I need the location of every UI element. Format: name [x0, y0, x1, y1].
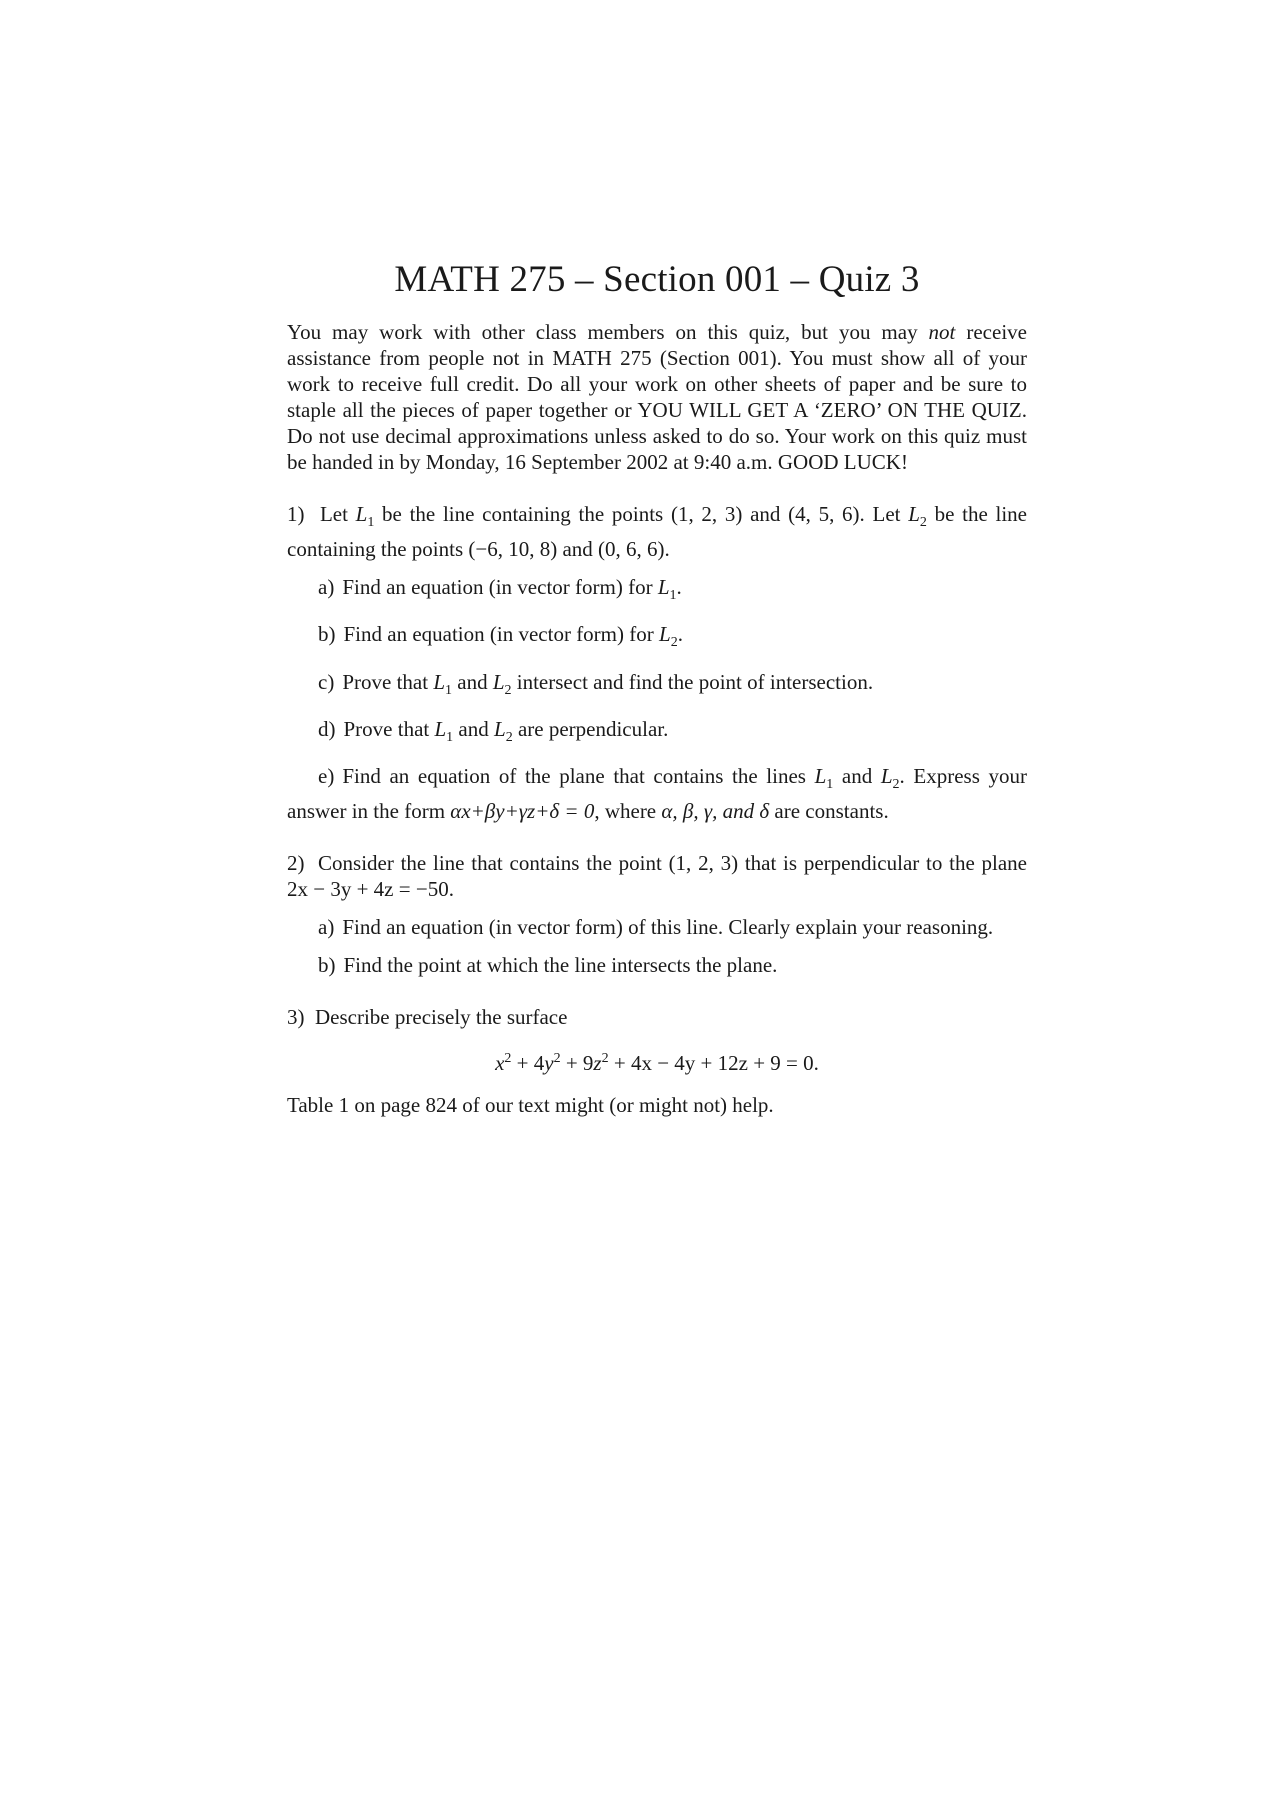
part-text: and	[452, 669, 493, 694]
instructions-emphasis: not	[928, 320, 956, 344]
subscript: 1	[826, 777, 834, 793]
subscript: 2	[505, 729, 513, 745]
instructions-text-2: receive assistance from people not in MATH 275 (Section 001). You must show all of your work to receive full credit. Do all your work on other sheets of paper and be sure to staple all the pieces of paper together or YOU WILL GET A ‘ZERO’ ON THE QUIZ. Do not use decimal approximations unless asked to do so. Your work on this quiz must be handed in by Monday, 16 September 2002 at 9:40 a.m. GOOD LUCK!	[287, 320, 1027, 474]
q1-text: Let	[319, 502, 356, 526]
q2-text: Consider the line that contains the point (1, 2, 3) that is perpendicular to the plane 2x − 3y + 4z = −50.	[287, 851, 1027, 902]
eq-part: + 4	[511, 1051, 545, 1076]
question-1b	[287, 621, 1027, 656]
var: y	[544, 1051, 554, 1076]
part-text: Find an equation (in vector form) for	[343, 622, 659, 647]
exponent: 2	[553, 1051, 561, 1067]
part-text: Find the point at which the line intersects the plane.	[343, 953, 778, 978]
surface-equation	[287, 1046, 1027, 1076]
eq-part: + 9	[560, 1051, 594, 1076]
line-symbol: L	[908, 502, 920, 526]
part-text: Find an equation of the plane that contains the lines	[342, 763, 815, 788]
quiz-page	[287, 258, 1027, 1118]
part-text: . Express your answer in the form	[287, 763, 1027, 824]
part-text: Prove that	[342, 669, 434, 694]
question-number: 1)	[287, 502, 305, 526]
subscript: 2	[670, 635, 678, 651]
part-label: b)	[318, 622, 336, 647]
exponent: 2	[601, 1051, 609, 1067]
part-label: b)	[318, 953, 336, 978]
part-text: and	[833, 763, 881, 788]
line-symbol: L	[434, 716, 447, 741]
part-text: intersect and find the point of intersection.	[511, 669, 874, 694]
instructions	[287, 319, 1027, 475]
constants: α, β, γ, and δ	[661, 799, 770, 824]
question-3	[287, 1004, 1027, 1118]
subscript: 2	[919, 515, 927, 531]
subscript: 2	[504, 682, 512, 698]
line-symbol: L	[814, 763, 827, 788]
line-symbol: L	[355, 502, 368, 526]
question-1	[287, 501, 1027, 824]
subscript: 1	[446, 729, 454, 745]
line-symbol: L	[492, 669, 505, 694]
punct: .	[676, 575, 682, 600]
q1-text: be the line containing the points (−6, 10, 8) and (0, 6, 6).	[287, 502, 1028, 562]
question-2-stem	[287, 850, 1027, 902]
page-title: MATH 275 – Section 001 – Quiz 3	[394, 259, 920, 300]
question-1e	[287, 763, 1027, 824]
line-symbol: L	[659, 622, 671, 647]
instructions-text-1: You may work with other class members on this quiz, but you may	[287, 320, 929, 344]
var: z	[593, 1051, 602, 1076]
part-label: c)	[318, 669, 335, 694]
part-text: are perpendicular.	[512, 716, 669, 741]
punct: .	[677, 622, 683, 647]
q3-text: Describe precisely the surface	[315, 1005, 568, 1030]
subscript: 1	[445, 682, 452, 698]
part-text: Find an equation (in vector form) of this line. Clearly explain your reasoning.	[342, 915, 994, 940]
subscript: 2	[892, 777, 900, 793]
question-2b	[287, 952, 1027, 978]
question-1-stem	[287, 501, 1027, 562]
part-text: are constants.	[769, 799, 889, 824]
line-symbol: L	[433, 669, 445, 694]
part-text: Prove that	[343, 716, 435, 741]
subscript: 1	[669, 588, 677, 604]
subscript: 1	[367, 515, 375, 531]
table-note: Table 1 on page 824 of our text might (or might not) help.	[287, 1093, 774, 1118]
line-symbol: L	[880, 763, 893, 788]
part-label: e)	[318, 763, 335, 788]
question-1c	[287, 669, 1027, 704]
part-text: and	[453, 716, 494, 741]
line-symbol: L	[657, 575, 670, 600]
part-label: a)	[318, 915, 335, 940]
plane-form: αx+βy+γz+δ = 0	[450, 799, 595, 824]
question-3-stem	[287, 1004, 1027, 1030]
part-label: a)	[318, 575, 335, 600]
question-number: 3)	[287, 1005, 305, 1030]
part-text: , where	[594, 799, 662, 824]
part-label: d)	[318, 716, 336, 741]
question-number: 2)	[287, 851, 305, 876]
exponent: 2	[504, 1051, 512, 1067]
question-1a	[287, 574, 1027, 609]
q1-text: be the line containing the points (1, 2, 3) and (4, 5, 6). Let	[374, 502, 909, 526]
eq-part: + 4x − 4y + 12z + 9 = 0.	[608, 1051, 819, 1076]
part-text: Find an equation (in vector form) for	[342, 575, 658, 600]
question-2a	[287, 914, 1027, 940]
var: x	[495, 1051, 505, 1076]
question-2	[287, 850, 1027, 978]
question-1d	[287, 716, 1027, 751]
line-symbol: L	[494, 716, 506, 741]
